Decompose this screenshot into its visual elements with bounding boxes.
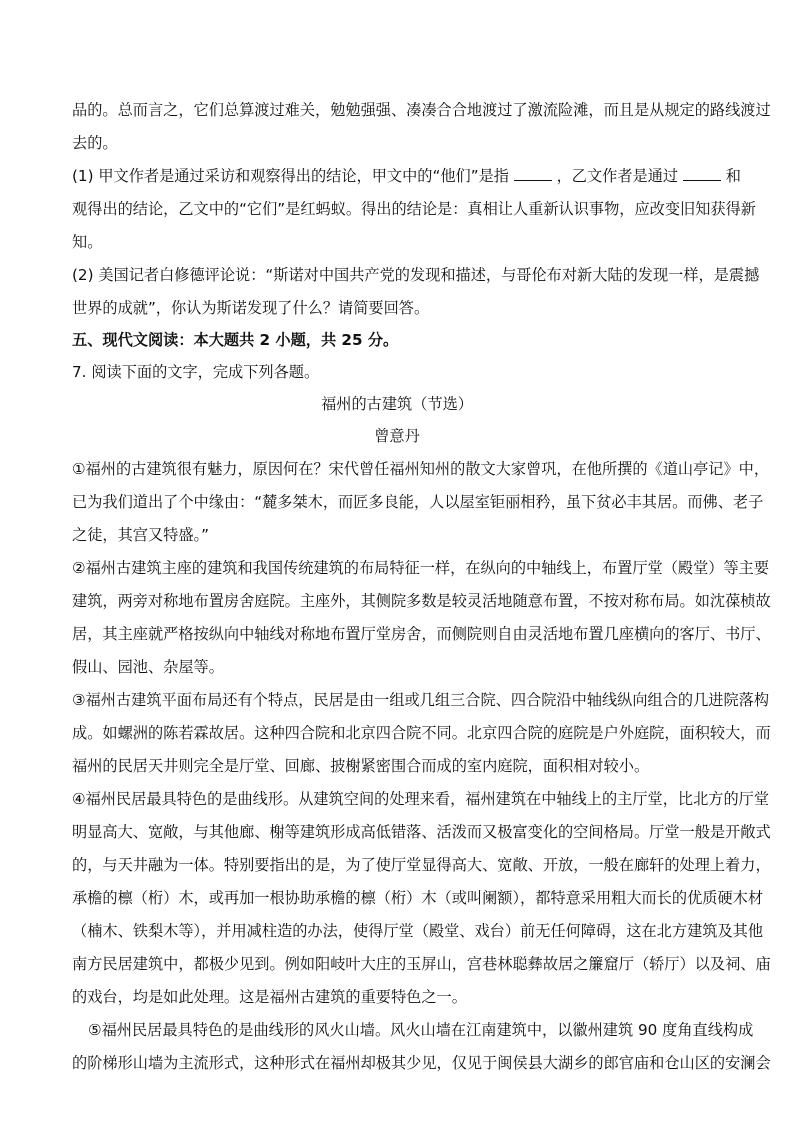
paragraph-4-line: （楠木、铁梨木等），并用减柱造的办法，使得厅堂（殿堂、戏台）前无任何障碍，这在北方建筑及其他	[72, 922, 764, 940]
answer-blank-2[interactable]	[683, 166, 721, 181]
paragraph-2-line: ②福州古建筑主座的建筑和我国传统建筑的布局特征一样，在纵向的中轴线上，布置厅堂（殿堂）等主要	[72, 559, 770, 577]
paragraph-4-line: 承檐的檩（桁）木，或再加一根协助承檐的檩（桁）木（或叫阑额），都特意采用粗大而长的优质硬木材	[72, 889, 764, 907]
text-line: 去的。	[72, 134, 118, 152]
paragraph-4-line: ④福州民居最具特色的是曲线形。从建筑空间的处理来看，福州建筑在中轴线上的主厅堂，比北方的厅堂	[72, 790, 770, 808]
text-line: 观得出的结论，乙文中的“它们”是红蚂蚁。得出的结论是：真相让人重新认识事物，应改变旧知获得新	[72, 200, 756, 218]
text-line: 世界的成就”，你认为斯诺发现了什么？请简要回答。	[72, 299, 430, 317]
text-line: 品的。总而言之，它们总算渡过难关，勉勉强强、凑凑合合地渡过了激流险滩，而且是从规定的路线渡过	[72, 101, 771, 119]
paragraph-5-line: ⑤福州民居最具特色的是曲线形的风火山墙。风火山墙在江南建筑中，以徽州建筑 90 度角直线构成	[88, 1021, 754, 1039]
paragraph-3-line: 福州的民居天井则完全是厅堂、回廊、披榭紧密围合而成的室内庭院，面积相对较小。	[72, 757, 650, 775]
paragraph-2-line: 居，其主座就严格按纵向中轴线对称地布置厅堂房舍，而侧院则自由灵活地布置几座横向的客厅、书厅、	[72, 625, 771, 643]
text-line: 知。	[72, 233, 103, 251]
paragraph-1-line: 已为我们道出了个中缘由：“麓多桀木，而匠多良能，人以屋室钜丽相矜，虽下贫必丰其居。而佛、老子	[72, 493, 764, 511]
question-2-line: (2) 美国记者白修德评论说：“斯诺对中国共产党的发现和描述，与哥伦布对新大陆的发现一样，是震撼	[72, 266, 760, 284]
paragraph-2-line: 建筑，两旁对称地布置房舍庭院。主座外，其侧院多数是较灵活地随意布置，不按对称布局。如沈葆桢故	[72, 592, 771, 610]
paragraph-4-line: 的戏台，均是如此处理。这是福州古建筑的重要特色之一。	[72, 988, 467, 1006]
paragraph-3-line: 成。如螺洲的陈若霖故居。这种四合院和北京四合院不同。北京四合院的庭院是户外庭院，面积较大，而	[72, 724, 771, 742]
paragraph-2-line: 假山、园池、杂屋等。	[72, 658, 224, 676]
paragraph-4-line: 南方民居建筑中，都极少见到。例如阳岐叶大庄的玉屏山，宫巷林聪彝故居之簾窟厅（轿厅）以及祠、庙	[72, 955, 771, 973]
section-heading: 五、现代文阅读：本大题共 2 小题，共 25 分。	[72, 331, 399, 349]
answer-blank-1[interactable]	[514, 166, 552, 181]
paragraph-1-line: ①福州的古建筑很有魅力，原因何在？宋代曾任福州知州的散文大家曾巩，在他所撰的《道山亭记》中，	[72, 460, 770, 478]
paragraph-4-line: 的，与天井融为一体。特别要指出的是，为了使厅堂显得高大、宽敞、开放，一般在廊轩的处理上着力，	[72, 856, 771, 874]
paragraph-3-line: ③福州古建筑平面布局还有个特点，民居是由一组或几组三合院、四合院沿中轴线纵向组合的几进院落构	[72, 691, 770, 709]
article-author: 曾意丹	[374, 427, 420, 445]
paragraph-4-line: 明显高大、宽敞，与其他廊、榭等建筑形成高低错落、活泼而又极富变化的空间格局。厅堂一般是开敞式	[72, 823, 771, 841]
question-1-middle: ，乙文作者是通过	[556, 167, 679, 185]
paragraph-1-line: 之徒，其宫又特盛。”	[72, 526, 209, 544]
question-1-prompt: (1) 甲文作者是通过采访和观察得出的结论，甲文中的“他们”是指	[72, 167, 509, 185]
question-1-line	[72, 166, 741, 186]
question-7-instruction: 7. 阅读下面的文字，完成下列各题。	[72, 363, 320, 381]
question-1-end: 和	[725, 167, 741, 185]
paragraph-5-line: 的阶梯形山墙为主流形式，这种形式在福州却极其少见，仅见于闽侯县大湖乡的郎官庙和仓山区的安澜会	[72, 1054, 771, 1072]
article-title: 福州的古建筑（节选）	[321, 395, 473, 413]
